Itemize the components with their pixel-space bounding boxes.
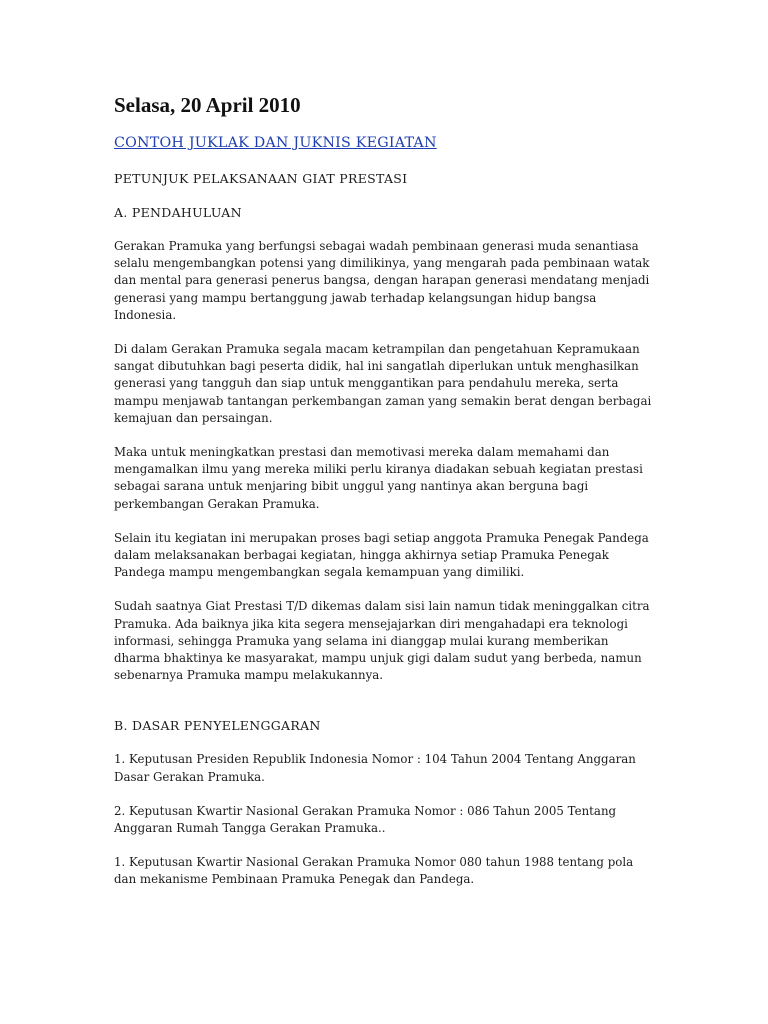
paragraph-line: generasi yang tangguh dan siap untuk menggantikan para pendahulu mereka, serta — [114, 376, 619, 391]
list-item-line: 1. Keputusan Kwartir Nasional Gerakan Pramuka Nomor 080 tahun 1988 tentang pola — [114, 855, 634, 870]
paragraph-line: kemajuan dan persaingan. — [114, 410, 273, 425]
paragraph-line: dharma bhaktinya ke masyarakat, mampu unjuk gigi dalam sudut yang berbeda, namun — [114, 651, 642, 666]
section-b — [114, 717, 654, 888]
paragraph — [114, 444, 654, 513]
paragraph-line: Maka untuk meningkatkan prestasi dan memotivasi mereka dalam memahami dan — [114, 445, 610, 460]
paragraph-line: Di dalam Gerakan Pramuka segala macam ketrampilan dan pengetahuan Kepramukaan — [114, 342, 640, 357]
list-item-line: Anggaran Rumah Tangga Gerakan Pramuka.. — [114, 821, 386, 836]
list-item-line: dan mekanisme Pembinaan Pramuka Penegak dan Pandega. — [114, 872, 475, 887]
paragraph-line: dan mental para generasi penerus bangsa, dengan harapan generasi mendatang menjadi — [114, 273, 650, 288]
paragraph — [114, 341, 654, 427]
paragraph-line: Pandega mampu mengembangkan segala kemampuan yang dimiliki. — [114, 565, 525, 580]
paragraph-line: sangat dibutuhkan bagi peserta didik, hal ini sangatlah diperlukan untuk menghasilkan — [114, 359, 639, 374]
paragraph-line: mengamalkan ilmu yang mereka miliki perlu kiranya diadakan sebuah kegiatan prestasi — [114, 462, 643, 477]
paragraph — [114, 598, 654, 684]
list-item-line: Dasar Gerakan Pramuka. — [114, 769, 265, 784]
paragraph-line: Pramuka. Ada baiknya jika kita segera mensejajarkan diri mengahadapi era teknologi — [114, 616, 628, 631]
paragraph-line: perkembangan Gerakan Pramuka. — [114, 496, 320, 511]
post-subtitle: PETUNJUK PELAKSANAAN GIAT PRESTASI — [114, 171, 408, 186]
paragraph-line: selalu mengembangkan potensi yang dimilikinya, yang mengarah pada pembinaan watak — [114, 256, 650, 271]
list-item-line: 1. Keputusan Presiden Republik Indonesia Nomor : 104 Tahun 2004 Tentang Anggaran — [114, 752, 636, 767]
paragraph-line: Sudah saatnya Giat Prestasi T/D dikemas dalam sisi lain namun tidak meninggalkan citra — [114, 599, 650, 614]
post-title-link[interactable]: CONTOH JUKLAK DAN JUKNIS KEGIATAN — [114, 135, 437, 151]
list-item — [114, 854, 654, 888]
list-item — [114, 751, 654, 785]
list-item-line: 2. Keputusan Kwartir Nasional Gerakan Pramuka Nomor : 086 Tahun 2005 Tentang — [114, 803, 617, 818]
paragraph-line: dalam melaksanakan berbagai kegiatan, hingga akhirnya setiap Pramuka Penegak — [114, 548, 609, 563]
paragraph-line: Indonesia. — [114, 307, 177, 322]
paragraph — [114, 530, 654, 582]
paragraph-line: Gerakan Pramuka yang berfungsi sebagai wadah pembinaan generasi muda senantiasa — [114, 239, 639, 253]
paragraph — [114, 238, 654, 324]
section-a-heading: A. PENDAHULUAN — [114, 205, 242, 220]
paragraph-line: mampu menjawab tantangan perkembangan zaman yang semakin berat dengan berbagai — [114, 393, 652, 408]
post-content — [114, 92, 654, 906]
post-date: Selasa, 20 April 2010 — [114, 93, 301, 117]
paragraph-line: informasi, sehingga Pramuka yang selama ini dianggap mulai kurang memberikan — [114, 633, 609, 648]
paragraph-line: generasi yang mampu bertanggung jawab terhadap kelangsungan hidup bangsa — [114, 290, 597, 305]
section-b-heading: B. DASAR PENYELENGGARAN — [114, 718, 321, 734]
section-a — [114, 204, 654, 684]
section-spacer — [114, 701, 654, 717]
list-item — [114, 803, 654, 837]
paragraph-line: Selain itu kegiatan ini merupakan proses bagi setiap anggota Pramuka Penegak Pandega — [114, 530, 649, 545]
paragraph-line: sebenarnya Pramuka mampu melakukannya. — [114, 668, 384, 683]
paragraph-line: sebagai sarana untuk menjaring bibit unggul yang nantinya akan berguna bagi — [114, 479, 589, 494]
